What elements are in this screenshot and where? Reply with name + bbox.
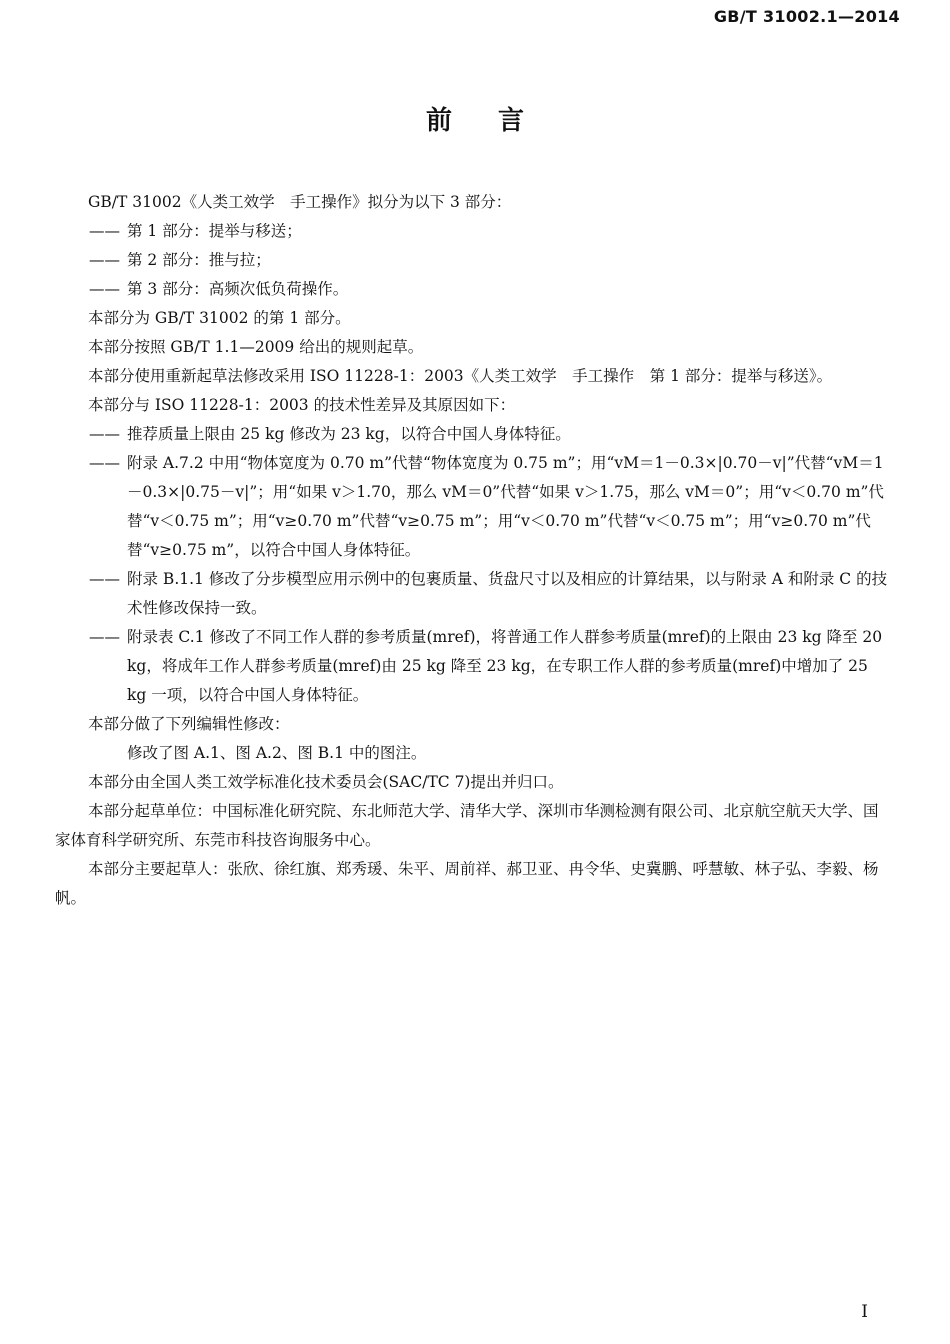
page-title: 前言 [425,106,570,136]
paragraph-tc: 本部分由全国人类工效学标准化技术委员会(SAC/TC 7)提出并归口。 [88,773,564,791]
paragraph-part: 本部分为 GB/T 31002 的第 1 部分。 [88,309,351,327]
part-item: —— 第 3 部分：高频次低负荷操作。 [89,280,349,298]
paragraph-edit: 本部分做了下列编辑性修改： [88,715,290,733]
diff-item: —— 附录表 C.1 修改了不同工作人群的参考质量(mref)，将普通工作人群参考质量(mref)的上限由 23 kg 降至 20 kg，将成年工作人群参考质量(mref)由 25 kg 降至 23 kg，在专职工作人群的参考质量(mref)中增加了 25 kg 一项，以符合中国人身体特征。 [89,628,883,704]
diff-item: —— 附录 A.7.2 中用“物体宽度为 0.70 m”代替“物体宽度为 0.75 m”；用“vM＝1－0.3×|0.70－v|”代替“vM＝1－0.3×|0.75－v|”；用“如果 v＞1.70，那么 vM＝0”代替“如果 v＞1.75，那么 vM＝0”；用“v＜0.70 m”代替“v＜0.75 m”；用“v≥0.70 m”代替“v≥0.75 m”；用“v＜0.70 m”代替“v＜0.75 m”；用“v≥0.70 m”代替“v≥0.75 m”，以符合中国人身体特征。 [89,454,884,559]
diff-item: —— 推荐质量上限由 25 kg 修改为 23 kg，以符合中国人身体特征。 [89,425,571,443]
part-item: —— 第 2 部分：推与拉； [89,251,271,269]
paragraph-adopt: 本部分使用重新起草法修改采用 ISO 11228-1：2003《人类工效学 手工操作 第 1 部分：提举与移送》。 [88,367,833,385]
part-item: —— 第 1 部分：提举与移送； [89,222,302,240]
paragraph-rule: 本部分按照 GB/T 1.1—2009 给出的规则起草。 [88,338,424,356]
document-body [55,188,890,913]
diff-item: —— 附录 B.1.1 修改了分步模型应用示例中的包裹质量、货盘尺寸以及相应的计算结果，以与附录 A 和附录 C 的技术性修改保持一致。 [89,570,888,617]
edit-item: 修改了图 A.1、图 A.2、图 B.1 中的图注。 [127,744,427,762]
standard-number: GB/T 31002.1—2014 [713,7,900,26]
paragraph-drafters: 本部分主要起草人：张欣、徐红旗、郑秀瑗、朱平、周前祥、郝卫亚、冉令华、史冀鹏、呼慧敏、林子弘、李毅、杨帆。 [55,860,879,907]
paragraph-units: 本部分起草单位：中国标准化研究院、东北师范大学、清华大学、深圳市华测检测有限公司、北京航空航天大学、国家体育科学研究所、东莞市科技咨询服务中心。 [55,802,879,849]
paragraph-diff-intro: 本部分与 ISO 11228-1：2003 的技术性差异及其原因如下： [88,396,516,414]
intro-paragraph: GB/T 31002《人类工效学 手工操作》拟分为以下 3 部分： [88,193,512,211]
page-number: I [861,1302,868,1322]
